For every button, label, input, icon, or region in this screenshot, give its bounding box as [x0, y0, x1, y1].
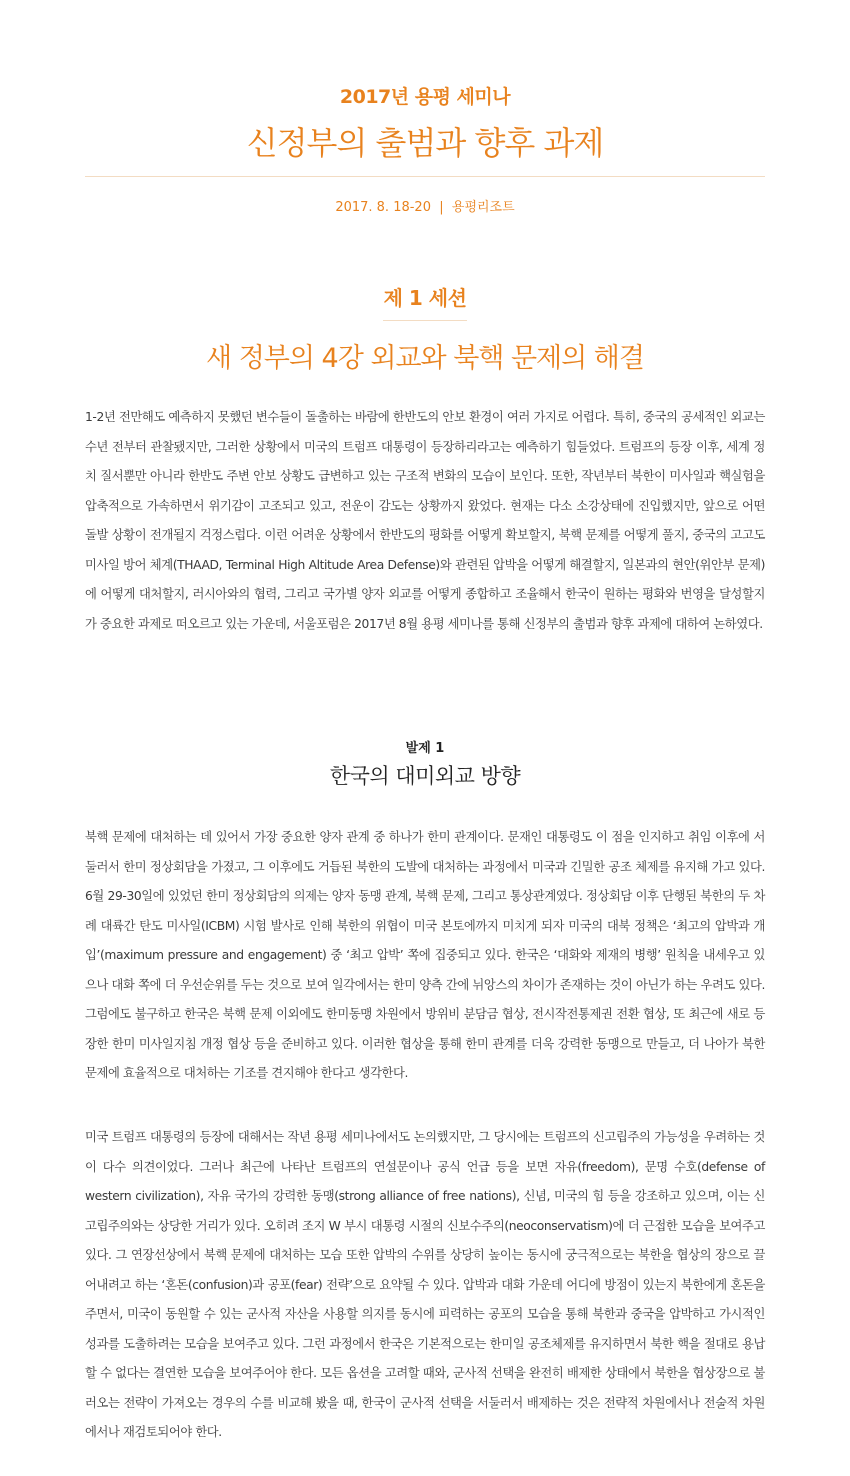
session-intro-paragraph: 1-2년 전만해도 예측하지 못했던 변수들이 돌출하는 바람에 한반도의 안보 환경이 여러 가지로 어렵다. 특히, 중국의 공세적인 외교는 수년 전부터 관찰됐지만, 그러한 상황에서 미국의 트럼프 대통령이 등장하리라고는 예측하기 힘들었다. 트럼프의 등장 이후, 세계 정치 질서뿐만 아니라 한반도 주변 안보 상황도 급변하고 있는 구조적 변화의 모습이 보인다. 또한, 작년부터 북한이 미사일과 핵실험을 압축적으로 가속하면서 위기감이 고조되고 있고, 전운이 감도는 상황까지 왔었다. 현재는 다소 소강상태에 진입했지만, 앞으로 어떤 돌발 상황이 전개될지 걱정스럽다. 이런 어려운 상황에서 한반도의 평화를 어떻게 확보할지, 북핵 문제를 어떻게 풀지, 중국의 고고도 미사일 방어 체계(THAAD, Terminal High Altitude Area Defense)와 관련된 압박을 어떻게 해결할지, 일본과의 현안(위안부 문제)에 어떻게 대처할지, 러시아와의 협력, 그리고 국가별 양자 외교를 어떻게 종합하고 조율해서 한국이 원하는 평화와 번영을 달성할지가 중요한 과제로 떠오르고 있는 가운데, 서울포럼은 2017년 8월 용평 세미나를 통해 신정부의 출범과 향후 과제에 대하여 논하였다.: [85, 410, 765, 631]
session-divider: [383, 320, 467, 321]
session-title: 새 정부의 4강 외교와 북핵 문제의 해결: [206, 343, 644, 374]
presentation-label: 발제 1: [405, 741, 445, 756]
body-paragraph-1: 북핵 문제에 대처하는 데 있어서 가장 중요한 양자 관계 중 하나가 한미 관계이다. 문재인 대통령도 이 점을 인지하고 취임 이후에 서둘러서 한미 정상회담을 가졌고, 그 이후에도 거듭된 북한의 도발에 대처하는 과정에서 미국과 긴밀한 공조 체제를 유지해 가고 있다. 6월 29-30일에 있었던 한미 정상회담의 의제는 양자 동맹 관계, 북핵 문제, 그리고 통상관계였다. 정상회담 이후 단행된 북한의 두 차례 대륙간 탄도 미사일(ICBM) 시험 발사로 인해 북한의 위협이 미국 본토에까지 미치게 되자 미국의 대북 정책은 ‘최고의 압박과 개입’(maximum pressure and engagement) 중 ‘최고 압박’ 쪽에 집중되고 있다. 한국은 ‘대화와 제재의 병행’ 원칙을 내세우고 있으나 대화 쪽에 더 우선순위를 두는 것으로 보여 일각에서는 한미 양측 간에 뉘앙스의 차이가 존재하는 것이 아닌가 하는 우려도 있다. 그럼에도 불구하고 한국은 북핵 문제 이외에도 한미동맹 차원에서 방위비 분담금 협상, 전시작전통제권 전환 협상, 또 최근에 새로 등장한 한미 미사일지침 개정 협상 등을 준비하고 있다. 이러한 협상을 통해 한미 관계를 더욱 강력한 동맹으로 만들고, 더 나아가 북한 문제에 효율적으로 대처하는 기조를 견지해야 한다고 생각한다.: [85, 830, 765, 1080]
header-divider: [85, 176, 765, 177]
event-title: 2017년 용평 세미나: [339, 86, 511, 108]
session-label: 제 1 세션: [383, 286, 467, 310]
event-date-location: 2017. 8. 18-20 | 용평리조트: [335, 200, 515, 215]
presentation-title: 한국의 대미외교 방향: [329, 764, 521, 788]
main-title: 신정부의 출범과 향후 과제: [246, 124, 604, 162]
body-paragraph-2: 미국 트럼프 대통령의 등장에 대해서는 작년 용평 세미나에서도 논의했지만, 그 당시에는 트럼프의 신고립주의 가능성을 우려하는 것이 다수 의견이었다. 그러나 최근에 나타난 트럼프의 연설문이나 공식 언급 등을 보면 자유(freedom), 문명 수호(defense of western civilization), 자유 국가의 강력한 동맹(strong alliance of free nations), 신념, 미국의 힘 등을 강조하고 있으며, 이는 신고립주의와는 상당한 거리가 있다. 오히려 조지 W 부시 대통령 시절의 신보수주의(neoconservatism)에 더 근접한 모습을 보여주고 있다. 그 연장선상에서 북핵 문제에 대처하는 모습 또한 압박의 수위를 상당히 높이는 동시에 궁극적으로는 북한을 협상의 장으로 끌어내려고 하는 ‘혼돈(confusion)과 공포(fear) 전략’으로 요약될 수 있다. 압박과 대화 가운데 어디에 방점이 있는지 북한에게 혼돈을 주면서, 미국이 동원할 수 있는 군사적 자산을 사용할 의지를 동시에 피력하는 공포의 모습을 통해 북한과 중국을 압박하고 가시적인 성과를 도출하려는 모습을 보여주고 있다. 그런 과정에서 한국은 기본적으로는 한미일 공조체제를 유지하면서 북한 핵을 절대로 용납할 수 없다는 결연한 모습을 보여주어야 한다. 모든 옵션을 고려할 때와, 군사적 선택을 완전히 배제한 상태에서 북한을 협상장으로 불러오는 전략이 가져오는 경우의 수를 비교해 봤을 때, 한국이 군사적 선택을 서둘러서 배제하는 것은 전략적 차원에서나 전술적 차원에서나 재검토되어야 한다.: [85, 1130, 765, 1439]
